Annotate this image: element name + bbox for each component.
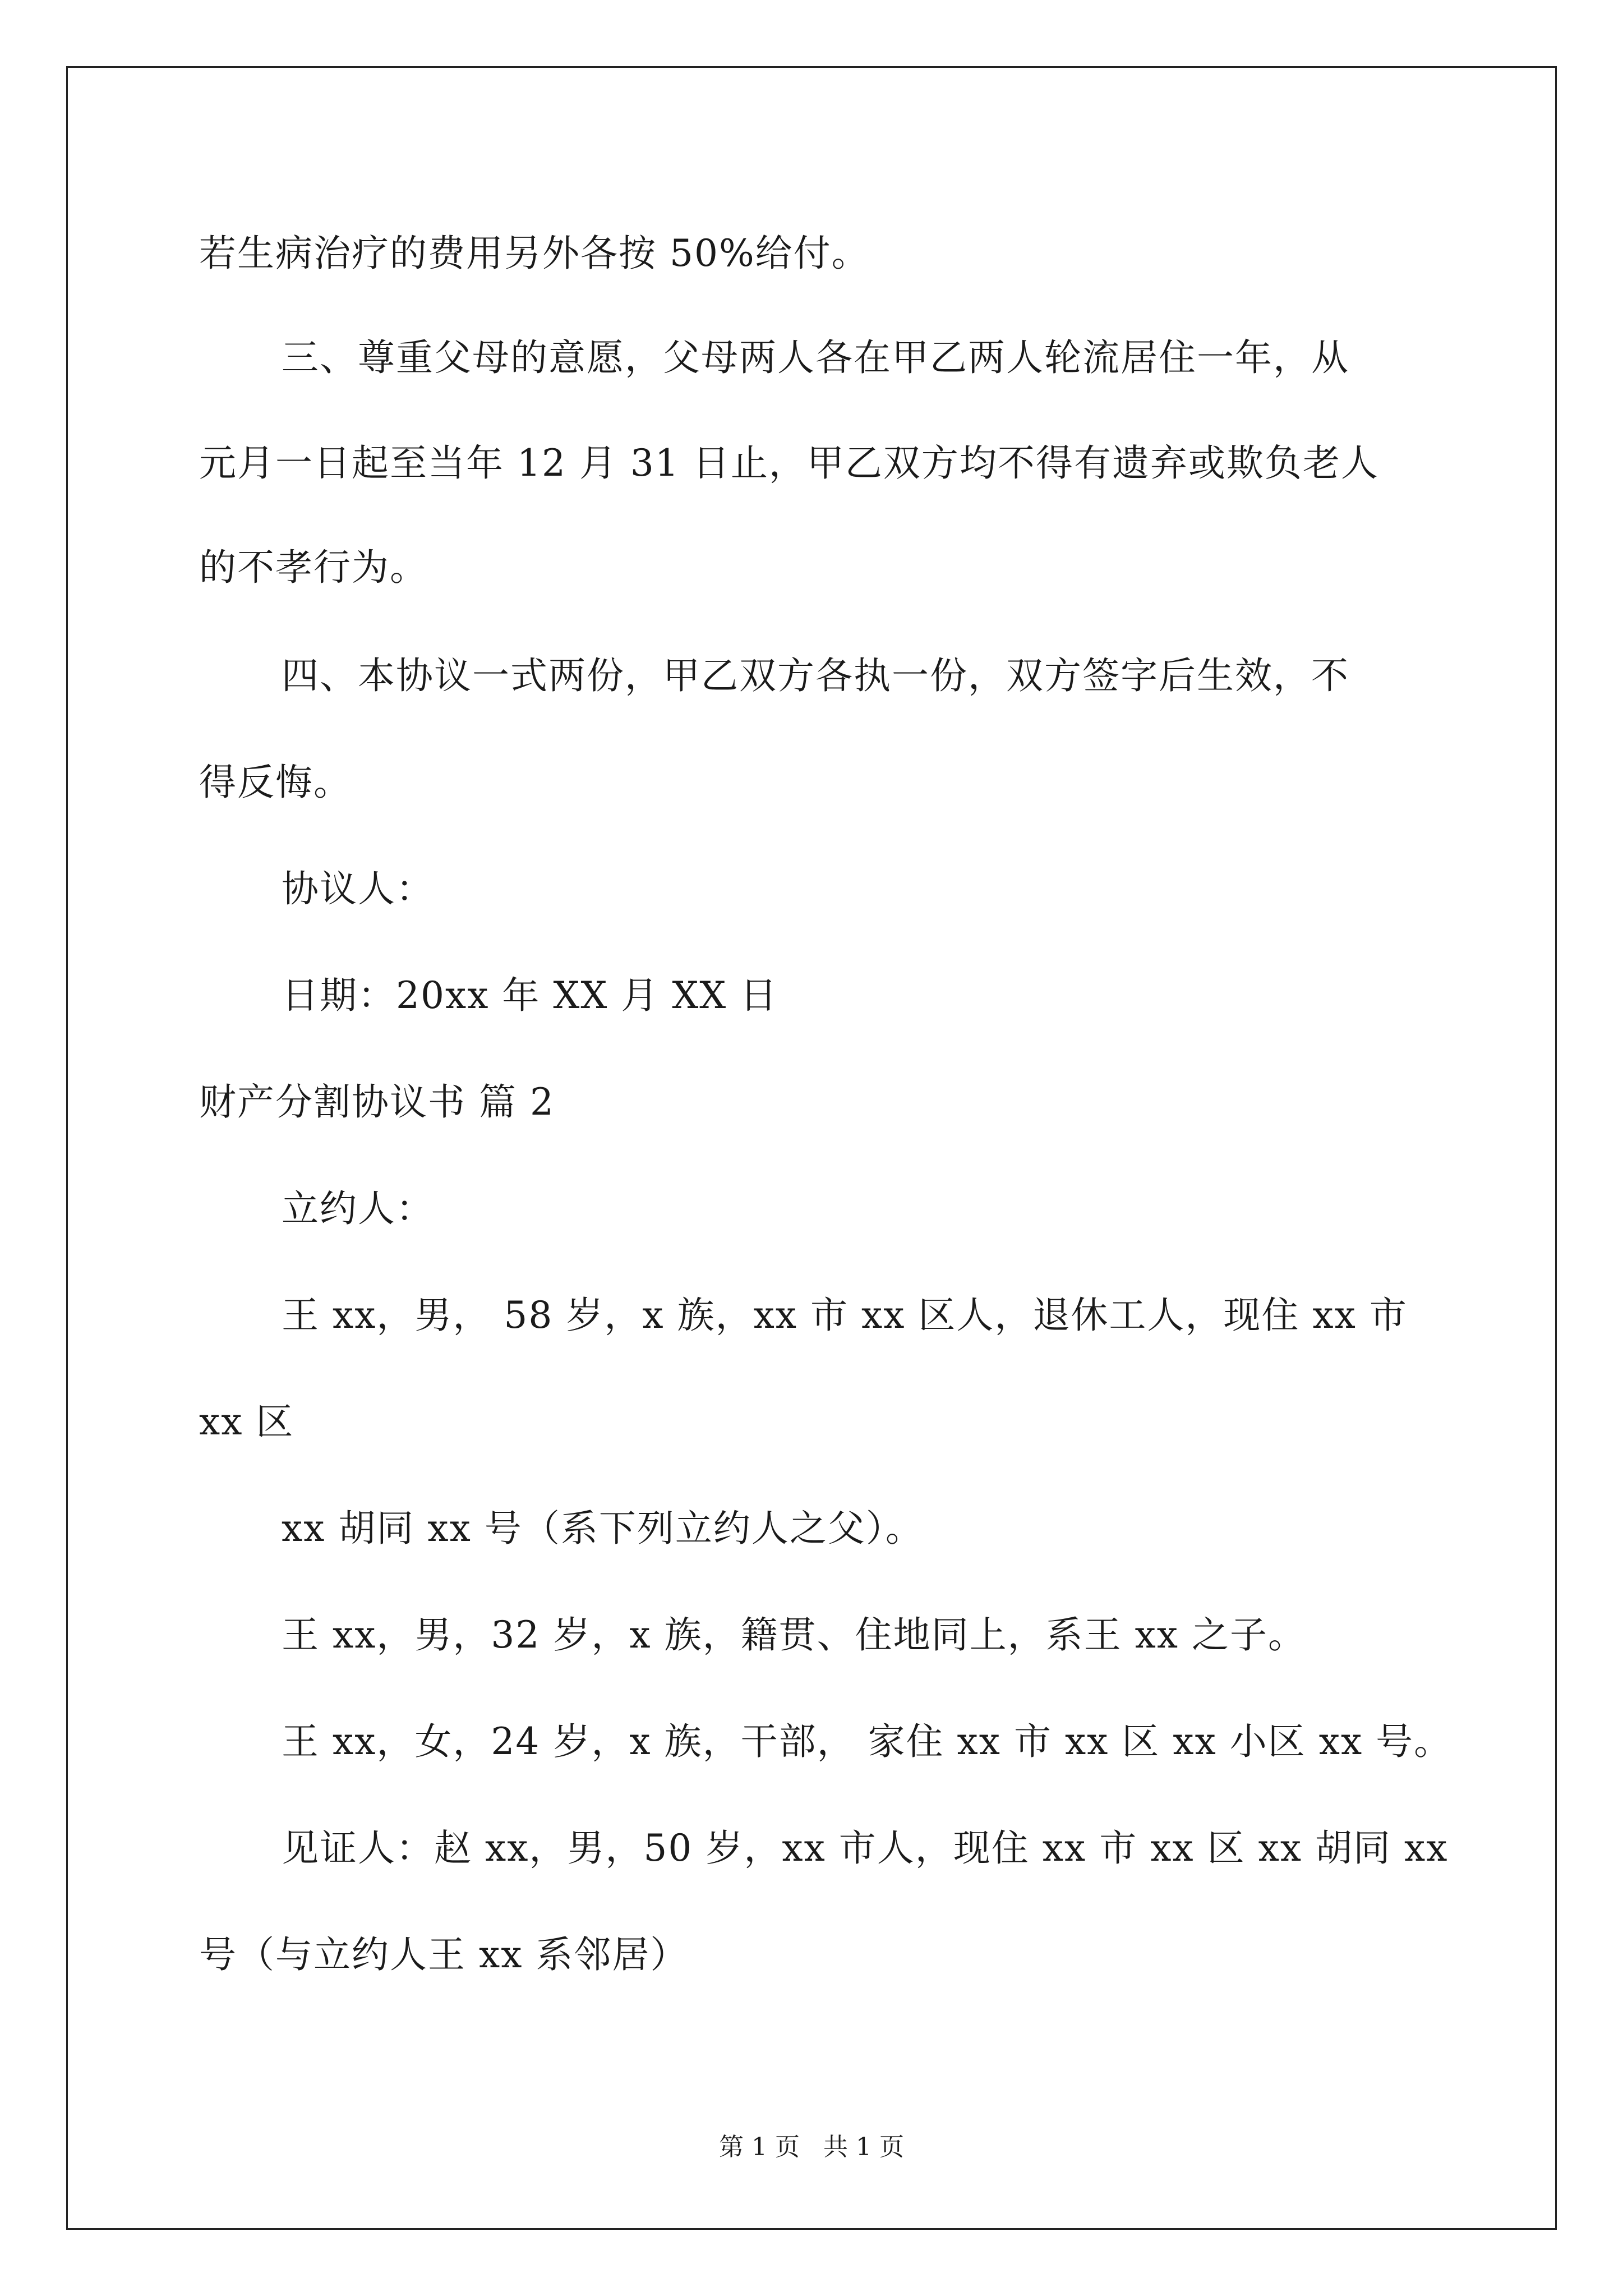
paragraph-line: 元月一日起至当年 12 月 31 日止，甲乙双方均不得有遗弃或欺负老人: [199, 441, 1379, 485]
paragraph-line: 王 xx，男，32 岁，x 族，籍贯、住地同上，系王 xx 之子。: [282, 1613, 1306, 1657]
paragraph-line: 的不孝行为。: [199, 546, 428, 589]
paragraph-line: xx 胡同 xx 号（系下列立约人之父）。: [282, 1507, 924, 1550]
paragraph-line: 王 xx，男， 58 岁，x 族，xx 市 xx 区人，退休工人，现住 xx 市: [282, 1294, 1408, 1337]
paragraph-line: 得反悔。: [199, 761, 352, 804]
page-border: [66, 66, 1557, 2230]
section-heading: 财产分割协议书 篇 2: [199, 1080, 555, 1124]
page-number-footer: 第 1 页 共 1 页: [719, 2133, 904, 2161]
paragraph-line: 立约人：: [282, 1187, 434, 1230]
paragraph-line: xx 区: [199, 1400, 294, 1443]
paragraph-line: 三、尊重父母的意愿，父母两人各在甲乙两人轮流居住一年，从: [282, 336, 1349, 379]
date-line: 日期：20xx 年 XX 月 XX 日: [282, 974, 778, 1017]
paragraph-line: 号（与立约人王 xx 系邻居）: [199, 1933, 689, 1976]
signatory-label: 协议人：: [282, 867, 434, 910]
paragraph-line: 四、本协议一式两份，甲乙双方各执一份，双方签字后生效，不: [282, 654, 1349, 697]
paragraph-line: 若生病治疗的费用另外各按 50%给付。: [199, 232, 870, 275]
paragraph-line: 见证人：赵 xx，男，50 岁，xx 市人，现住 xx 市 xx 区 xx 胡同 xx: [282, 1826, 1449, 1870]
paragraph-line: 王 xx，女，24 岁，x 族，干部， 家住 xx 市 xx 区 xx 小区 xx 号。: [282, 1720, 1453, 1763]
